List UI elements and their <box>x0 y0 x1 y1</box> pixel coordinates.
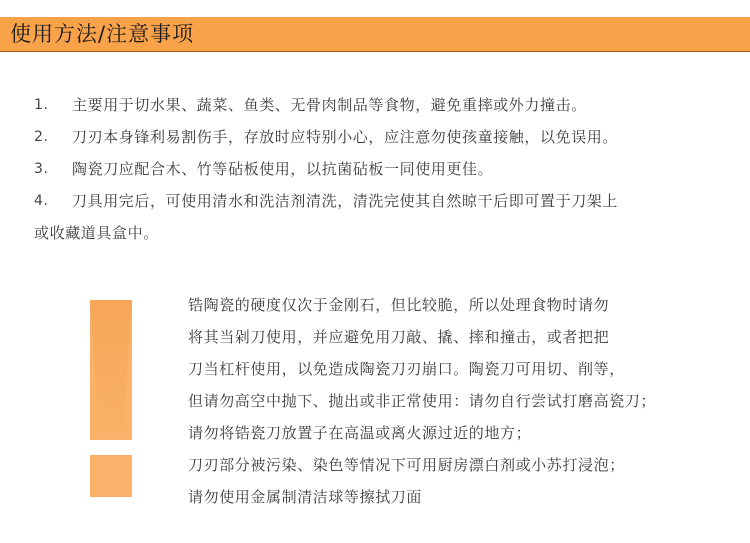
list-item-number: 2. <box>34 129 49 145</box>
warning-line: 将其当剁刀使用，并应避免用刀敲、撬、摔和撞击，或者把把 <box>188 328 610 346</box>
warning-line: 请勿使用金属制清洁球等擦拭刀面 <box>188 488 423 506</box>
section-title: 使用方法/注意事项 <box>10 22 195 46</box>
section-header <box>0 17 750 52</box>
warning-line: 请勿将锆瓷刀放置子在高温或离火源过近的地方； <box>188 424 532 442</box>
list-item-text: 刀刃本身锋利易割伤手，存放时应特别小心，应注意勿使孩童接触，以免误用。 <box>72 128 619 146</box>
warning-line: 刀刃部分被污染、染色等情况下可用厨房漂白剂或小苏打浸泡； <box>188 456 625 474</box>
warning-line: 刀当杠杆使用，以免造成陶瓷刀刃崩口。陶瓷刀可用切、削等， <box>188 360 625 378</box>
list-item-text: 主要用于切水果、蔬菜、鱼类、无骨肉制品等食物，避免重摔或外力撞击。 <box>72 96 587 114</box>
list-item-text: 或收藏道具盒中。 <box>34 224 159 242</box>
exclamation-icon <box>90 300 132 500</box>
list-item-number: 1. <box>34 97 49 113</box>
warning-line: 锆陶瓷的硬度仅次于金刚石，但比较脆，所以处理食物时请勿 <box>188 296 610 314</box>
list-item-number: 4. <box>34 193 49 209</box>
list-item-text: 刀具用完后，可使用清水和洗洁剂清洗，清洗完使其自然晾干后即可置于刀架上 <box>72 192 619 210</box>
exclamation-bar <box>90 300 132 440</box>
warning-line: 但请勿高空中抛下、抛出或非正常使用：请勿自行尝试打磨高瓷刀； <box>188 392 657 410</box>
list-item-text: 陶瓷刀应配合木、竹等砧板使用，以抗菌砧板一同使用更佳。 <box>72 160 494 178</box>
exclamation-dot <box>90 455 132 497</box>
list-item-number: 3. <box>34 161 49 177</box>
